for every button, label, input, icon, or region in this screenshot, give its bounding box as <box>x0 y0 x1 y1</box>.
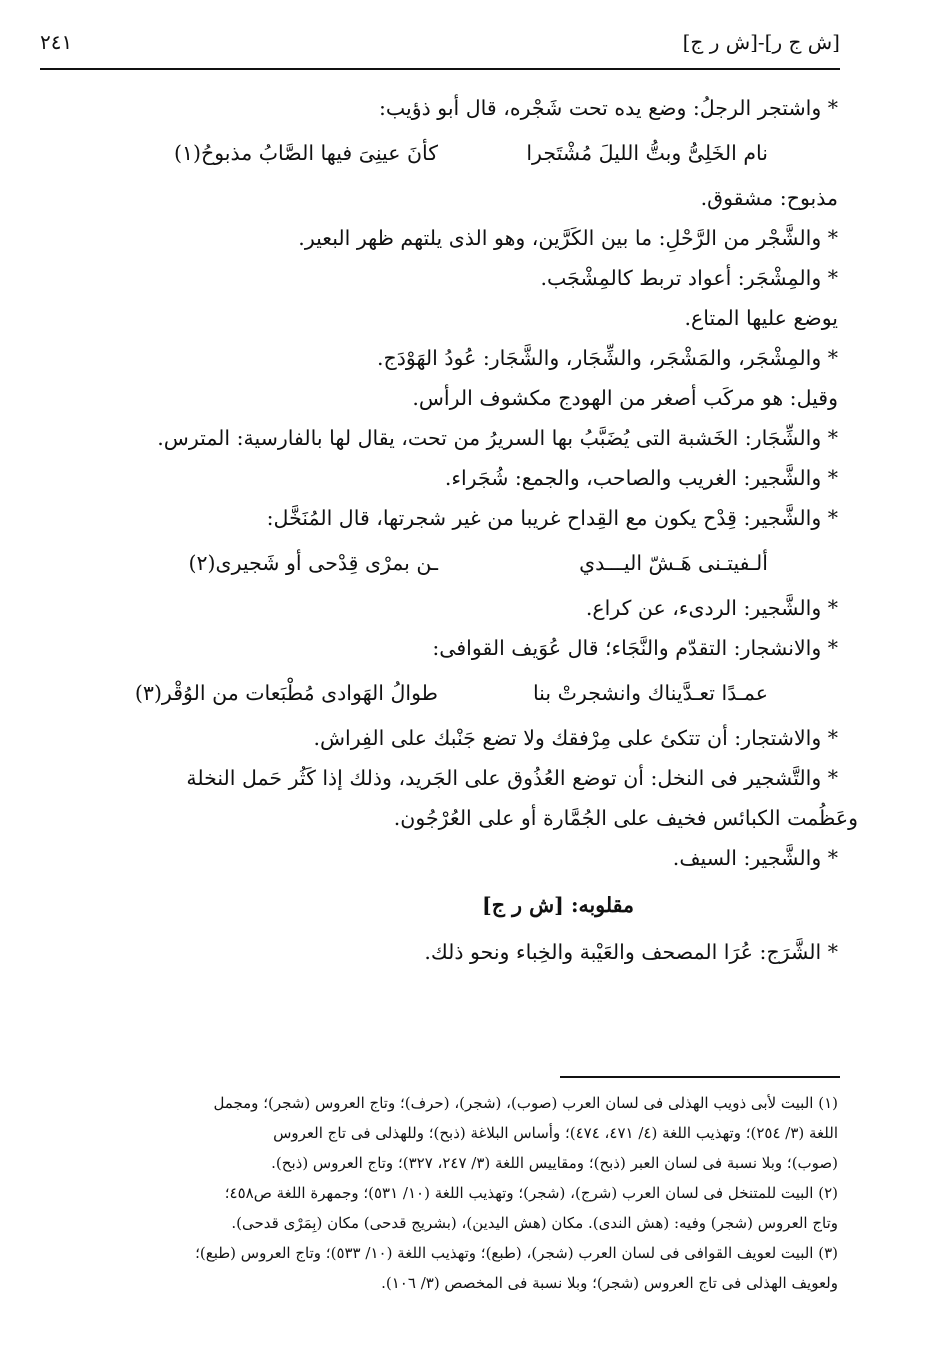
text-line: * والشَّجير: الغريب والصاحب، والجمع: شُجَراء. <box>444 466 838 490</box>
page-header <box>40 30 840 66</box>
text-line: * والمِشْجَر، والمَشْجَر، والشِّجَار، والشَّجَار: عُودُ الهَوْدَج. <box>377 346 838 370</box>
text-line: وقيل: هو مركَب أصغر من الهودج مكشوف الرأس. <box>412 386 838 410</box>
text-line: * والمِشْجَر: أعواد تربط كالمِشْجَب. <box>540 266 838 290</box>
verse-first-hemistich: عمـدًا تعـدَّيناك وانشجرتْ بنا <box>532 681 768 705</box>
text-line: * والاشتجار: أن تتكئ على مِرْفقك ولا تضع جَنْبك على الفِراش. <box>313 726 838 750</box>
verse-line <box>78 128 838 178</box>
text-line: * واشتجر الرجلُ: وضع يده تحت شَجْره، قال أبو ذؤيب: <box>378 96 838 120</box>
footnote-rule <box>560 1076 840 1078</box>
footnote-line: (صوب)؛ وبلا نسبة فى لسان العبر (ذبح)؛ ومقاييس اللغة (٣/ ٢٤٧، ٣٢٧)؛ وتاج العروس (ذبح). <box>271 1154 838 1172</box>
footnote-line: (١) البيت لأبى ذويب الهذلى فى لسان العرب (صوب)، (شجر)، (حرف)؛ وتاج العروس (شجر)؛ ومجمل <box>213 1094 838 1112</box>
text-line: يوضع عليها المتاع. <box>684 306 838 330</box>
text-line: * والانشجار: التقدّم والنَّجَاء؛ قال عُوَيف القوافى: <box>432 636 838 660</box>
footnote-line: وتاج العروس (شجر) وفيه: (هش الندى). مكان (هش اليدين)، (بشريج قدحى) مكان (بِمَرْى قدحى). <box>231 1214 838 1232</box>
header-rule <box>40 68 840 70</box>
footnote-line: (٣) البيت لعويف القوافى فى لسان العرب (شجر)، (طبع)؛ وتهذيب اللغة (١٠/ ٥٣٣)؛ وتاج العروس (طبع)؛ <box>195 1244 838 1262</box>
verse-first-hemistich: نام الخَلِىُّ وبتُّ الليلَ مُشْتَجرا <box>526 141 768 165</box>
text-line: مذبوح: مشقوق. <box>700 186 838 210</box>
footnote-line: ولعويف الهذلى فى تاج العروس (شجر)؛ وبلا نسبة فى المخصص (٣/ ١٠٦). <box>381 1274 838 1292</box>
text-line: * والشِّجَار: الخَشبة التى يُضَبَّبُ بها السريرُ من تحت، يقال لها بالفارسية: المترس. <box>157 426 838 450</box>
text-line: * والشَّجْر من الرَّحْلِ: ما بين الكَرَّين، وهو الذى يلتهم ظهر البعير. <box>298 226 838 250</box>
section-heading: مقلوبه: [ش ر ج] <box>482 893 634 917</box>
footnotes <box>68 1088 838 1298</box>
verse-first-hemistich: ألـفيتـنى هَـشّ اليـــدي <box>579 551 768 575</box>
main-text <box>78 88 858 972</box>
verse-line <box>78 668 838 718</box>
text-line: * والشَّجير: السيف. <box>672 846 838 870</box>
text-line: وعَظُمت الكبائس فخيف على الجُمَّارة أو على العُرْجُون. <box>393 806 858 830</box>
footnote-line: (٢) البيت للمتنخل فى لسان العرب (شرج)، (شجر)؛ وتهذيب اللغة (١٠/ ٥٣١)؛ وجمهرة اللغة ص٤٥٨؛ <box>224 1184 838 1202</box>
text-line: * والشَّجير: قِدْح يكون مع القِداح غريبا من غير شجرتها، قال المُنَخَّل: <box>266 506 838 530</box>
text-line: * والشَّجير: الردىء، عن كراع. <box>585 596 838 620</box>
footnote-line: اللغة (٣/ ٢٥٤)؛ وتهذيب اللغة (٤/ ٤٧١، ٤٧٤)؛ وأساس البلاغة (ذبح)؛ وللهذلى فى تاج العروس <box>273 1124 838 1142</box>
verse-second-hemistich: طوالُ الهَوادى مُطْبَعات من الوُقْر(٣) <box>134 681 438 705</box>
page-number: ٢٤١ <box>40 30 73 54</box>
text-line: * والتَّشجير فى النخل: أن توضع العُذُوق على الجَريد، وذلك إذا كَثُر حَمل النخلة <box>186 766 838 790</box>
verse-line <box>78 538 838 588</box>
running-title: [ش ج ر]-[ش ر ج] <box>682 30 840 54</box>
verse-second-hemistich: كأنَ عينِىَ فيها الصَّابُ مذبوحُ(١) <box>173 141 438 165</box>
text-line: * الشَّرَج: عُرَا المصحف والعَيْبة والخِباء ونحو ذلك. <box>424 940 838 964</box>
verse-second-hemistich: ـن بمرْى قِدْحى أو شَجيرى(٢) <box>188 551 438 575</box>
